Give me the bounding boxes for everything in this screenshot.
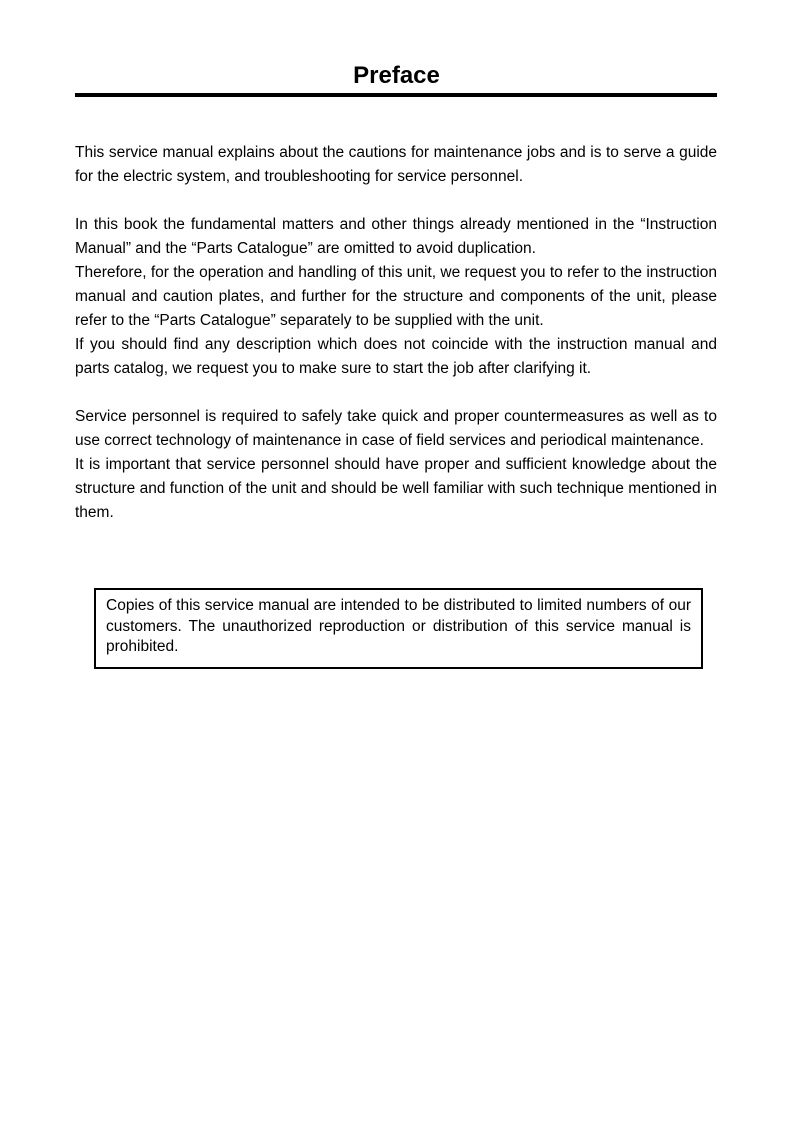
- paragraph-personnel: [75, 405, 717, 525]
- paragraph-line: This service manual explains about the cautions for maintenance jobs and is to serve a guide for the electric system, and troubleshooting for service personnel.: [75, 144, 717, 185]
- paragraph-purpose: [75, 141, 717, 189]
- paragraph-line: It is important that service personnel should have proper and sufficient knowledge about the structure and function of the unit and should be well familiar with such technique mentioned in them.: [75, 456, 717, 521]
- paragraph-line: If you should find any description which does not coincide with the instruction manual and parts catalog, we request you to make sure to start the job after clarifying it.: [75, 336, 717, 377]
- paragraph-line: In this book the fundamental matters and other things already mentioned in the “Instruction Manual” and the “Parts Catalogue” are omitted to avoid duplication.: [75, 216, 717, 257]
- title-underline-rule: [75, 93, 717, 97]
- copyright-notice-box: Copies of this service manual are intended to be distributed to limited numbers of our customers. The unauthorized reproduction or distribution of this service manual is prohibited.: [94, 588, 703, 669]
- paragraph-line: Service personnel is required to safely take quick and proper countermeasures as well as to use correct technology of maintenance in case of field services and periodical maintenance.: [75, 408, 717, 449]
- page-title: Preface: [353, 62, 440, 89]
- preface-body: [75, 141, 717, 549]
- paragraph-line: Therefore, for the operation and handling of this unit, we request you to refer to the instruction manual and caution plates, and further for the structure and components of the unit, please refer to the “Parts Catalogue” separately to be supplied with the unit.: [75, 264, 717, 329]
- paragraph-references: [75, 213, 717, 381]
